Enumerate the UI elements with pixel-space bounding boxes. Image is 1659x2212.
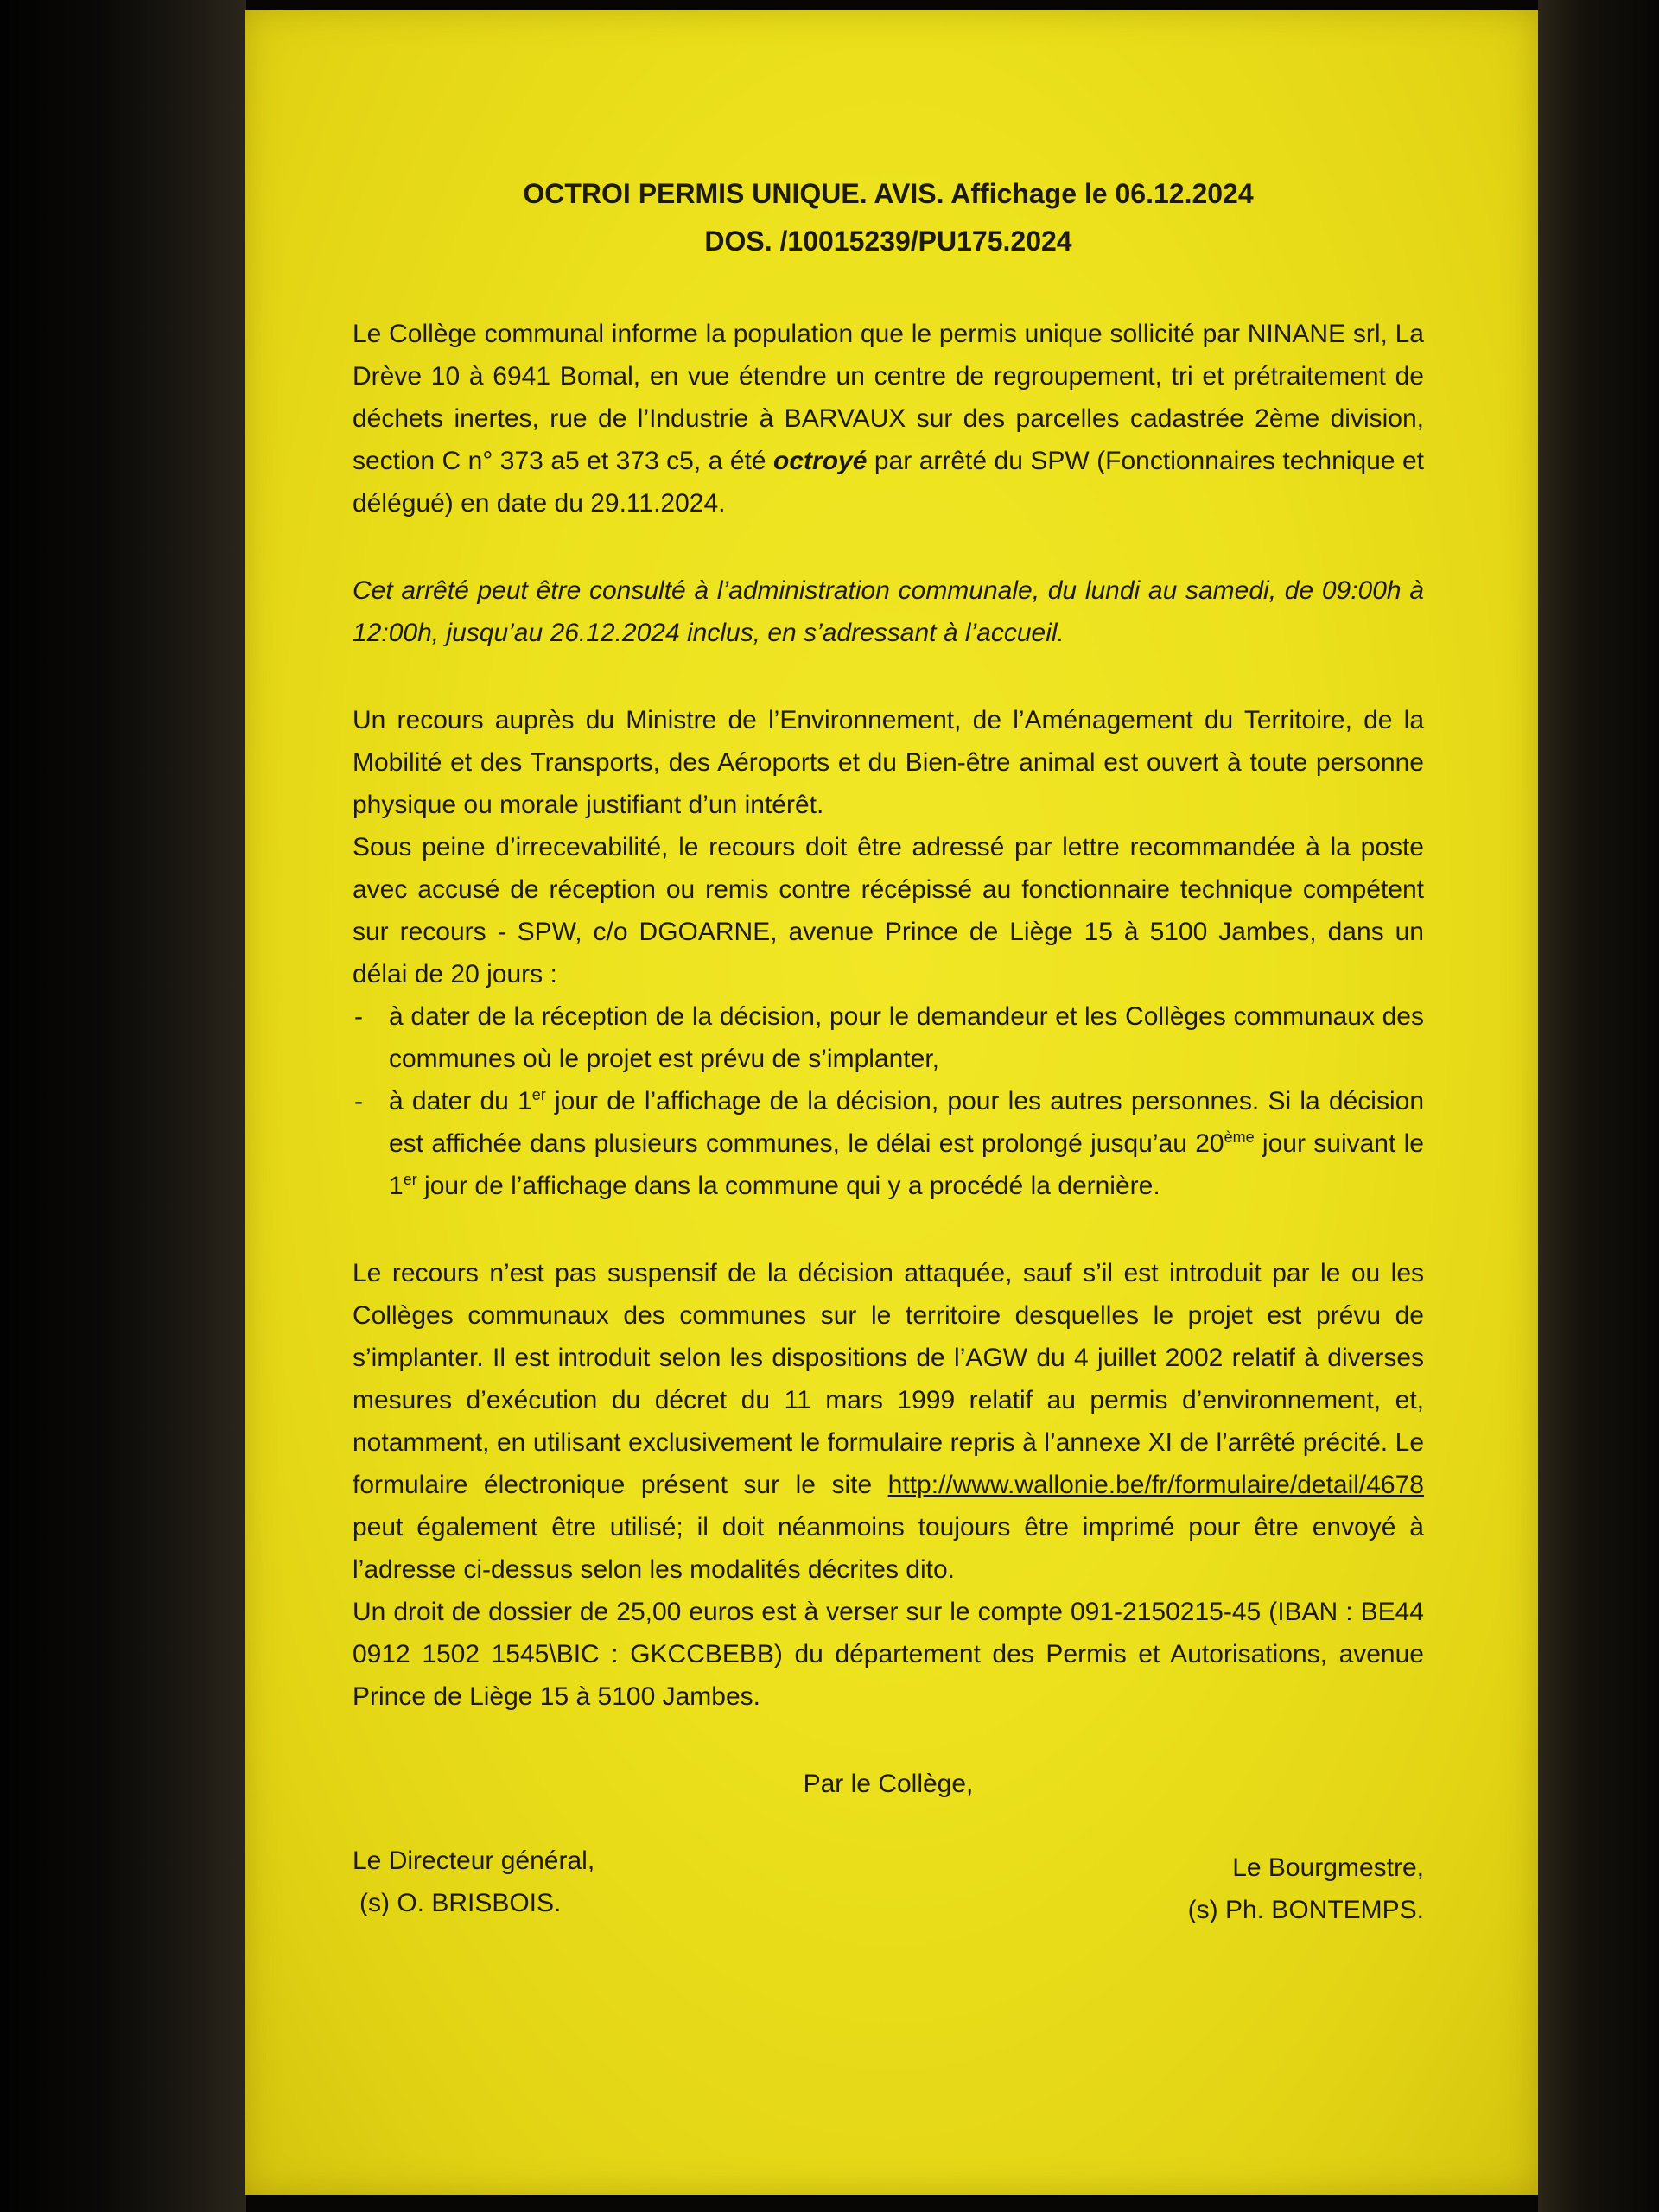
notice-body [353,170,1424,1935]
list-item-text-c: jour suivant le 1 [389,1129,1424,1200]
closing-line: Par le Collège, [803,1770,974,1798]
superscript-er: er [531,1086,546,1103]
superscript-er-2: er [403,1171,417,1188]
form-link[interactable]: http://www.wallonie.be/fr/formulaire/detail/4678 [887,1471,1424,1499]
paragraph-appeal-procedure: Sous peine d’irrecevabilité, le recours doit être adressé par lettre recommandée à la poste avec accusé de réception ou remis contre récépissé au fonctionnaire technique compétent sur recours - SPW, c/o DGOARNE, avenue Prince de Liège 15 à 5100 Jambes, dans un délai de 20 jours : [353,833,1424,988]
list-item-text: à dater de la réception de la décision, pour le demandeur et les Collèges communaux des communes où le projet est prévu de s’implanter, [389,1002,1424,1073]
heading-title: OCTROI PERMIS UNIQUE. AVIS. Affichage le 06.12.2024 [523,178,1254,209]
paragraph-appeal-conditions [353,1252,1424,1591]
appeal-deadline-list [353,995,1424,1207]
notice-poster [245,10,1538,2195]
superscript-eme: ème [1224,1128,1255,1146]
paragraph-appeal-text-end: peut également être utilisé; il doit néanmoins toujours être imprimé pour être envoyé à l’adresse ci-dessus selon les modalités décrites dito. [353,1513,1424,1584]
mayor-name: (s) Ph. BONTEMPS. [1187,1896,1424,1924]
heading-dossier-number: DOS. /10015239/PU175.2024 [704,226,1072,257]
paragraph-appeal-open: Un recours auprès du Ministre de l’Environnement, de l’Aménagement du Territoire, de la Mobilité et des Transports, des Aéroports et du Bien-être animal est ouvert à toute personne physique ou morale justifiant d’un intérêt. [353,706,1424,819]
list-item-text-a: à dater du 1 [389,1087,532,1116]
mayor-title: Le Bourgmestre, [1232,1853,1424,1882]
signature-mayor [1188,1847,1424,1931]
director-title: Le Directeur général, [353,1847,595,1875]
paragraph-permit-granted [353,313,1424,524]
list-item-text-b: jour de l’affichage de la décision, pour les autres personnes. Si la décision est affichée dans plusieurs communes, le délai est prolongé jusqu’au 20 [389,1087,1424,1158]
paragraph-consultation: Cet arrêté peut être consulté à l’administration communale, du lundi au samedi, de 09:00h à 12:00h, jusqu’au 26.12.2024 inclus, en s’adressant à l’accueil. [353,576,1424,647]
display-frame-left [0,0,246,2212]
paragraph-permit-text-start: Le Collège communal informe la population que le permis unique sollicité par NINANE srl, La Drève 10 à 6941 Bomal, en vue étendre un centre de regroupement, tri et prétraitement de déchets inertes, rue de l’Industrie à BARVAUX sur des parcelles cadastrée 2ème division, section C n° 373 a5 et 373 c5, a été [353,320,1424,475]
paragraph-permit-text-end: par arrêté du SPW (Fonctionnaires technique et délégué) en date du 29.11.2024. [353,447,1425,518]
director-name: (s) O. BRISBOIS. [359,1889,562,1917]
display-frame-right [1538,0,1659,2212]
list-item [353,995,1424,1080]
list-item-text-d: jour de l’affichage dans la commune qui y a procédé la dernière. [416,1172,1160,1200]
signatures [353,1840,1424,1935]
notice-heading [353,170,1424,265]
paragraph-appeal-text-start: Le recours n’est pas suspensif de la décision attaquée, sauf s’il est introduit par le ou les Collèges communaux des communes sur le territoire desquelles le projet est prévu de s’implanter. Il est introduit selon les dispositions de l’AGW du 4 juillet 2002 relatif à diverses mesures d’exécution du décret du 11 mars 1999 relatif au permis d’environnement, et, notamment, en utilisant exclusivement le formulaire repris à l’annexe XI de l’arrêté précité. Le formulaire électronique présent sur le site [353,1259,1424,1499]
paragraph-fee: Un droit de dossier de 25,00 euros est à verser sur le compte 091-2150215-45 (IBAN : BE44 0912 1502 1545\BIC : GKCCBEBB) du département des Permis et Autorisations, avenue Prince de Liège 15 à 5100 Jambes. [353,1598,1424,1711]
emphasis-octroye: octroyé [773,447,868,475]
signature-director [353,1840,594,1924]
list-item [353,1080,1424,1207]
